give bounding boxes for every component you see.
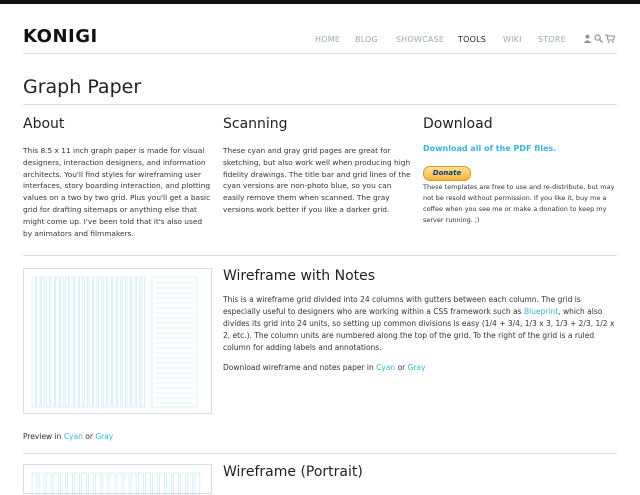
download-prefix: Download wireframe and notes paper in <box>223 363 374 372</box>
wireframe-portrait-thumbnail[interactable] <box>23 464 212 494</box>
section-divider-2 <box>23 453 617 454</box>
wireframe-portrait-heading: Wireframe (Portrait) <box>223 464 363 480</box>
title-divider <box>23 104 617 105</box>
scanning-text: These cyan and gray grid pages are great for sketching, but also work well when producing high fidelity drawings. The title bar and grid lines of the cyan versions are non-photo blue, so you can easily remove them when scanned. The gray versions work better if you like a darker grid. <box>223 146 411 214</box>
about-text: This 8.5 x 11 inch graph paper is made for visual designers, interaction designers, and information architects. You'll find styles for wireframing user interfaces, story boarding interaction, and plotting values on a two by two grid. Plus you'll get a basic grid for drafting sitemaps or anything else that might come up. I've been told that it's also used by animators and filmmakers. <box>23 146 211 238</box>
wireframe-notes-heading: Wireframe with Notes <box>223 268 376 284</box>
download-cyan-link[interactable]: Cyan <box>376 363 396 372</box>
wireframe-portrait-grid-image <box>24 465 211 495</box>
page-title: Graph Paper <box>23 76 142 98</box>
user-icon[interactable] <box>583 34 592 45</box>
preview-gray-link[interactable]: Gray <box>95 432 114 441</box>
scanning-heading: Scanning <box>223 116 288 132</box>
nav-store[interactable]: STORE <box>538 35 566 44</box>
download-heading: Download <box>423 116 493 132</box>
cart-icon[interactable] <box>605 34 615 45</box>
about-heading: About <box>23 116 65 132</box>
top-bar <box>0 0 640 4</box>
description-text-2: , which also divides its grid into 24 units, so setting up common divisions is easy (1/4 + 3/4, 1/3 x 3, 1/3 + 2/3, 1/2 x 2, etc.). The column units are numbered along the top of the grid. To the right of the grid is a ruled column for adding labels and annotations. <box>223 307 615 352</box>
site-logo[interactable]: KONIGI <box>23 26 98 47</box>
download-all-link[interactable]: Download all of the PDF files. <box>423 144 557 153</box>
nav-home[interactable]: HOME <box>315 35 341 44</box>
header-divider <box>23 53 617 54</box>
preview-line <box>23 432 113 441</box>
donate-button[interactable]: Donate <box>423 166 471 181</box>
wireframe-notes-grid-image <box>24 269 211 413</box>
download-or: or <box>397 363 406 372</box>
wireframe-notes-description <box>223 294 619 354</box>
nav-tools[interactable]: TOOLS <box>458 35 487 44</box>
section-divider-1 <box>23 255 617 256</box>
wireframe-notes-thumbnail[interactable] <box>23 268 212 414</box>
description-text-1: This is a wireframe grid divided into 24 columns with gutters between each column. The grid is especially useful to designers who are working within a CSS framework such as <box>223 295 581 316</box>
preview-or: or <box>85 432 93 441</box>
search-icon[interactable] <box>594 34 603 45</box>
nav-blog[interactable]: BLOG <box>355 35 378 44</box>
blueprint-link[interactable]: Blueprint <box>523 307 559 316</box>
nav-wiki[interactable]: WIKI <box>503 35 522 44</box>
wireframe-notes-download <box>223 362 619 374</box>
nav-showcase[interactable]: SHOWCASE <box>396 35 445 44</box>
download-gray-link[interactable]: Gray <box>407 363 426 372</box>
preview-cyan-link[interactable]: Cyan <box>63 432 83 441</box>
preview-prefix: Preview in <box>23 432 62 441</box>
download-note: These templates are free to use and re-distribute, but may not be resold without permission. If you like it, buy me a coffee when you see me or make a donation to keep my server running. ;) <box>423 183 615 224</box>
